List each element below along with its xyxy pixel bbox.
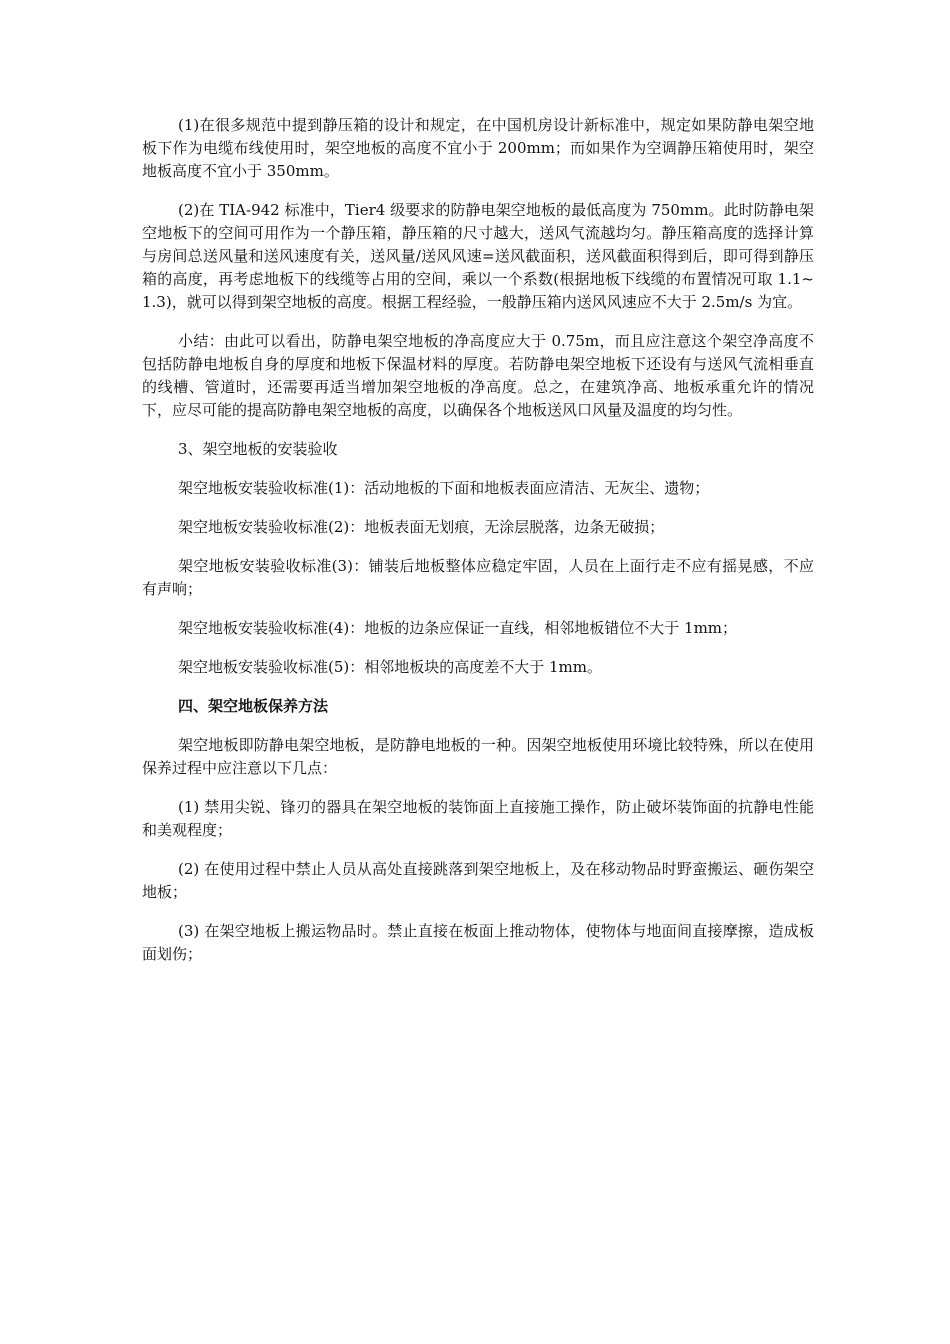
section-heading-maintenance: 四、架空地板保养方法 (178, 697, 329, 715)
maintenance-item-3: (3) 在架空地板上搬运物品时。禁止直接在板面上推动物体，使物体与地面间直接摩擦，造成板面划伤； (142, 922, 814, 963)
acceptance-standard-4: 架空地板安装验收标准(4)：地板的边条应保证一直线，相邻地板错位不大于 1mm； (178, 619, 738, 637)
acceptance-standard-2: 架空地板安装验收标准(2)：地板表面无划痕，无涂层脱落，边条无破损； (178, 518, 665, 536)
maintenance-item-1: (1) 禁用尖锐、锋刃的器具在架空地板的装饰面上直接施工操作，防止破坏装饰面的抗静电性能和美观程度； (142, 798, 814, 839)
section-install-acceptance: 3、架空地板的安装验收 (178, 440, 338, 458)
paragraph-tia942: (2)在 TIA-942 标准中，Tier4 级要求的防静电架空地板的最低高度为 750mm。此时防静电架空地板下的空间可用作为一个静压箱，静压箱的尺寸越大，送风气流越均匀。静压箱高度的选择计算与房间总送风量和送风速度有关，送风量/送风风速=送风截面积，送风截面积得到后，即可得到静压箱的高度，再考虑地板下的线缆等占用的空间，乘以一个系数(根据地板下线缆的布置情况可取 1.1~1.3)，就可以得到架空地板的高度。根据工程经验，一般静压箱内送风风速应不大于 2.5m/s 为宜。 (142, 201, 814, 311)
paragraph-summary: 小结：由此可以看出，防静电架空地板的净高度应大于 0.75m，而且应注意这个架空净高度不包括防静电地板自身的厚度和地板下保温材料的厚度。若防静电架空地板下还设有与送风气流相垂直的线槽、管道时，还需要再适当增加架空地板的净高度。总之，在建筑净高、地板承重允许的情况下，应尽可能的提高防静电架空地板的高度，以确保各个地板送风口风量及温度的均匀性。 (142, 332, 814, 419)
acceptance-standard-1: 架空地板安装验收标准(1)：活动地板的下面和地板表面应清洁、无灰尘、遗物； (178, 479, 710, 497)
maintenance-item-2: (2) 在使用过程中禁止人员从高处直接跳落到架空地板上，及在移动物品时野蛮搬运、砸伤架空地板； (142, 860, 814, 901)
acceptance-standard-3: 架空地板安装验收标准(3)：铺装后地板整体应稳定牢固，人员在上面行走不应有摇晃感，不应有声响； (142, 557, 814, 598)
paragraph-plenum-spec: (1)在很多规范中提到静压箱的设计和规定，在中国机房设计新标准中，规定如果防静电架空地板下作为电缆布线使用时，架空地板的高度不宜小于 200mm；而如果作为空调静压箱使用时，架空地板高度不宜小于 350mm。 (142, 116, 814, 180)
paragraph-maintenance-intro: 架空地板即防静电架空地板，是防静电地板的一种。因架空地板使用环境比较特殊，所以在使用保养过程中应注意以下几点： (142, 736, 814, 777)
acceptance-standard-5: 架空地板安装验收标准(5)：相邻地板块的高度差不大于 1mm。 (178, 658, 603, 676)
